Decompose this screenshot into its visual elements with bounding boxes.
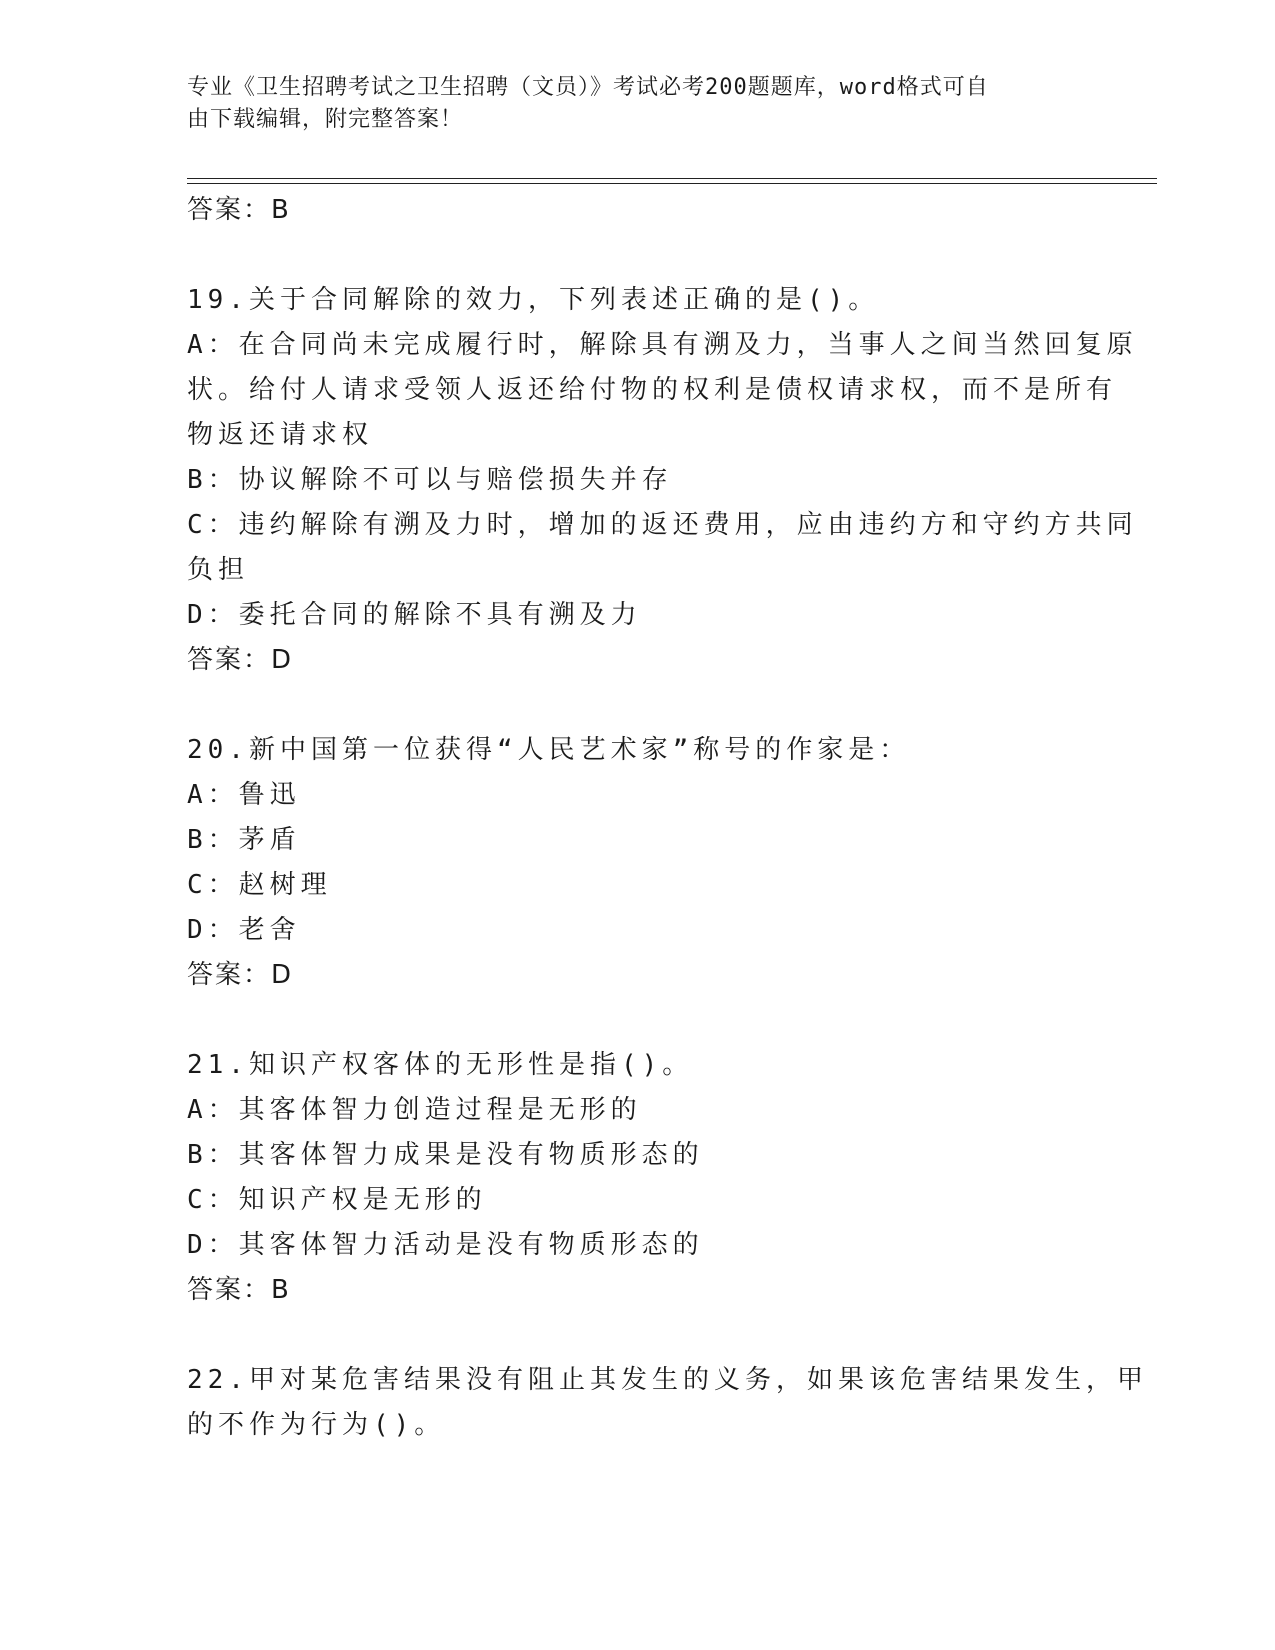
q21-answer: 答案：B — [187, 1275, 291, 1305]
q22-stem-line-1: 22.甲对某危害结果没有阻止其发生的义务，如果该危害结果发生，甲 — [187, 1365, 1148, 1395]
q21-stem: 21.知识产权客体的无形性是指()。 — [187, 1050, 694, 1080]
q19-option-a-line-2: 状。给付人请求受领人返还给付物的权利是债权请求权，而不是所有 — [187, 375, 1118, 405]
q21-option-d: D：其客体智力活动是没有物质形态的 — [187, 1230, 704, 1260]
header-rule-thin — [187, 183, 1157, 184]
q21-option-b: B：其客体智力成果是没有物质形态的 — [187, 1140, 704, 1170]
q19-answer: 答案：D — [187, 645, 294, 675]
header-note — [187, 72, 1067, 136]
q19-option-a-line-1: A：在合同尚未完成履行时，解除具有溯及力，当事人之间当然回复原 — [187, 330, 1138, 360]
q19-option-c-line-1: C：违约解除有溯及力时，增加的返还费用，应由违约方和守约方共同 — [187, 510, 1138, 540]
q20-option-a: A：鲁迅 — [187, 780, 301, 810]
header-line-1: 专业《卫生招聘考试之卫生招聘（文员）》考试必考200题题库，word格式可自 — [187, 75, 989, 100]
q19-option-b: B：协议解除不可以与赔偿损失并存 — [187, 465, 673, 495]
q19-option-d: D：委托合同的解除不具有溯及力 — [187, 600, 642, 630]
q22-stem-line-2: 的不作为行为()。 — [187, 1410, 446, 1440]
q19-option-a-line-3: 物返还请求权 — [187, 420, 374, 450]
previous-answer: 答案：B — [187, 195, 291, 225]
q21-option-c: C：知识产权是无形的 — [187, 1185, 487, 1215]
header-rule-thick — [187, 178, 1157, 179]
q20-answer: 答案：D — [187, 960, 294, 990]
q20-option-d: D：老舍 — [187, 915, 301, 945]
header-line-2: 由下载编辑，附完整答案！ — [187, 107, 464, 132]
q21-option-a: A：其客体智力创造过程是无形的 — [187, 1095, 642, 1125]
q20-stem: 20.新中国第一位获得“人民艺术家”称号的作家是： — [187, 735, 911, 765]
q19-stem: 19.关于合同解除的效力，下列表述正确的是()。 — [187, 285, 880, 315]
q20-option-b: B：茅盾 — [187, 825, 301, 855]
q19-option-c-line-2: 负担 — [187, 555, 250, 585]
q20-option-c: C：赵树理 — [187, 870, 332, 900]
